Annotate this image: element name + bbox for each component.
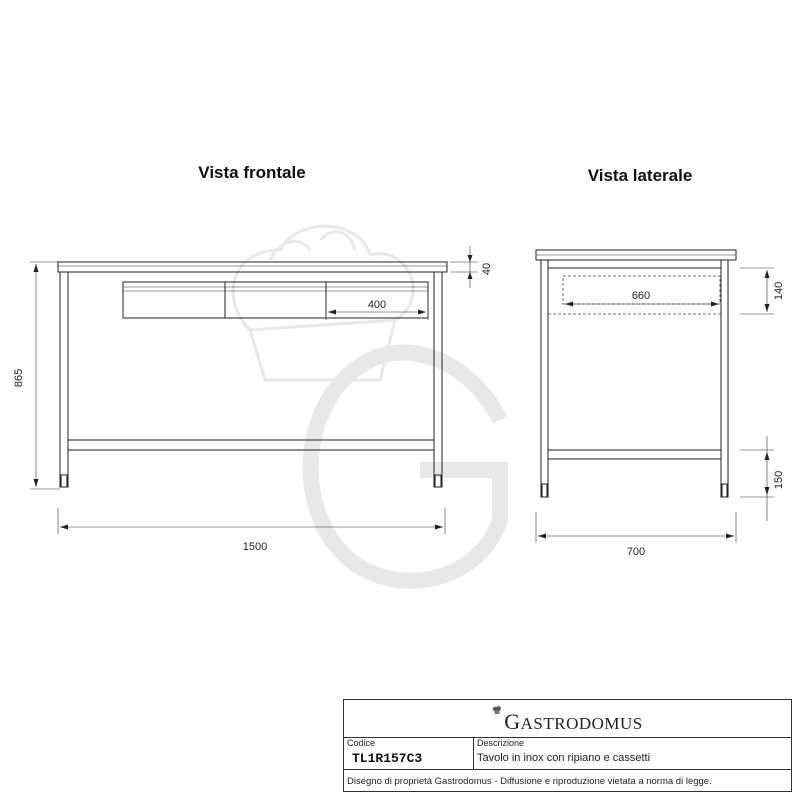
description-value: Tavolo in inox con ripiano e cassetti <box>477 752 651 764</box>
front-bottom-shelf <box>68 440 434 450</box>
front-width-dimension <box>58 508 445 534</box>
description-label: Descrizione <box>477 738 525 748</box>
logo-initial: G <box>504 709 521 734</box>
watermark-logo <box>233 226 500 581</box>
code-value: TL1R157C3 <box>352 751 423 766</box>
copyright-notice: Disegno di proprietà Gastrodomus - Diffusione e riproduzione vietata a norma di legge. <box>347 776 712 787</box>
side-left-leg <box>541 260 548 497</box>
front-top-thickness-dimension <box>450 246 478 288</box>
description-cell <box>474 737 791 770</box>
side-bottom-shelf <box>548 450 721 459</box>
front-view-table <box>58 262 447 487</box>
side-drawer-depth-dimension <box>565 302 719 307</box>
side-shelf-height-dimension <box>740 436 774 521</box>
gastrodomus-logo <box>492 709 643 735</box>
side-view-title: Vista laterale <box>587 166 693 185</box>
front-top-thickness-label: 40 <box>481 262 493 276</box>
logo-rest: ASTRODOMUS <box>520 714 643 733</box>
drawer-2 <box>225 282 326 318</box>
side-right-leg <box>721 260 728 497</box>
front-view-title: Vista frontale <box>198 163 306 182</box>
side-drawer-depth-label: 660 <box>631 290 651 302</box>
front-table-top <box>58 262 447 272</box>
front-height-label: 865 <box>13 368 25 388</box>
front-right-leg <box>434 272 442 487</box>
side-view-table <box>536 250 736 497</box>
side-depth-label: 700 <box>626 546 646 558</box>
side-shelf-height-label: 150 <box>773 470 785 490</box>
front-height-dimension <box>30 262 60 489</box>
title-block <box>343 699 792 792</box>
chef-hat-icon <box>492 705 502 715</box>
front-drawer-width-label: 400 <box>367 299 387 311</box>
code-label: Codice <box>347 738 376 748</box>
side-drawer-height-dimension <box>740 268 774 314</box>
front-width-label: 1500 <box>242 541 268 553</box>
front-left-leg <box>60 272 68 487</box>
drawer-1 <box>123 282 225 318</box>
title-block-logo-row <box>344 700 791 738</box>
code-cell <box>344 737 474 770</box>
side-depth-dimension <box>536 512 736 542</box>
side-drawer-height-label: 140 <box>773 281 785 301</box>
